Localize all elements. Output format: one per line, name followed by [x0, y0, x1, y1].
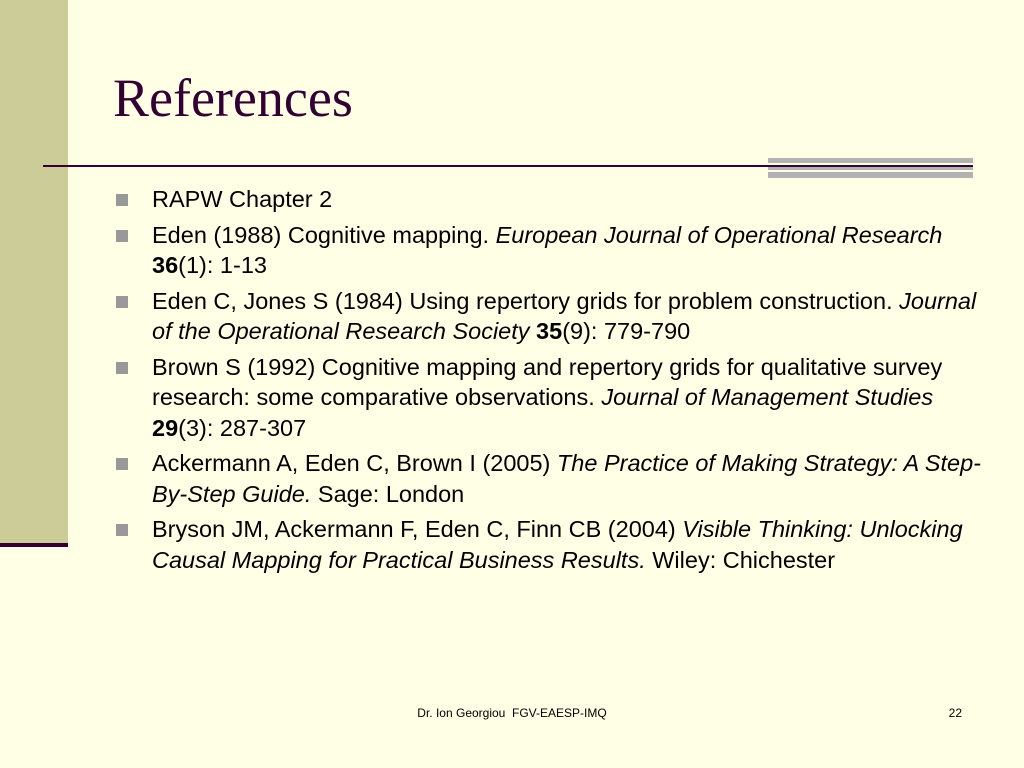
left-band-cap	[0, 543, 68, 547]
reference-journal: Journal of Management Studies	[601, 384, 934, 410]
reference-item	[113, 286, 993, 347]
square-bullet-icon	[116, 296, 128, 308]
reference-book-title: Visible Thinking: Unlocking Causal Mapping for Practical Business Results.	[152, 516, 963, 573]
reference-publisher: Sage: London	[311, 480, 465, 507]
reference-pages: (9): 779-790	[562, 318, 691, 344]
reference-pages: (3): 287-307	[178, 414, 307, 441]
decorative-bar	[768, 158, 973, 163]
reference-volume: 36	[152, 252, 179, 278]
decorative-bar	[768, 167, 973, 170]
reference-item	[113, 448, 993, 509]
square-bullet-icon	[116, 194, 128, 206]
footer-author: Dr. Ion Georgiou FGV-EAESP-IMQ	[417, 706, 607, 720]
reference-item	[113, 352, 993, 444]
square-bullet-icon	[116, 362, 128, 374]
square-bullet-icon	[116, 524, 128, 536]
reference-text: Brown S (1992) Cognitive mapping and repertory grids for qualitative survey research: some comparative observations.	[152, 353, 943, 410]
reference-text: Eden (1988) Cognitive mapping.	[152, 221, 496, 248]
reference-volume: 35	[536, 318, 563, 344]
reference-item	[113, 184, 993, 215]
square-bullet-icon	[116, 230, 128, 242]
reference-pages: (1): 1-13	[178, 252, 267, 278]
reference-text: Eden C, Jones S (1984) Using repertory grids for problem construction.	[152, 287, 900, 314]
decorative-bar	[768, 172, 973, 178]
left-accent-band	[0, 0, 68, 545]
reference-book-title: The Practice of Making Strategy: A Step-By-Step Guide.	[152, 450, 981, 507]
references-list	[113, 184, 993, 580]
reference-text: Bryson JM, Ackermann F, Eden C, Finn CB (2004)	[152, 516, 683, 542]
reference-publisher: Wiley: Chichester	[645, 546, 836, 573]
decorative-bars	[768, 158, 973, 180]
reference-text: Ackermann A, Eden C, Brown I (2005)	[152, 450, 557, 476]
page-number: 22	[948, 706, 962, 720]
reference-item	[113, 514, 993, 575]
reference-journal: Journal of the Operational Research Society	[152, 287, 977, 344]
square-bullet-icon	[116, 458, 128, 470]
reference-item	[113, 220, 993, 281]
reference-volume: 29	[152, 414, 179, 441]
reference-text: RAPW Chapter 2	[152, 186, 333, 212]
reference-journal: European Journal of Operational Research	[495, 221, 943, 248]
slide-title: References	[113, 68, 353, 128]
